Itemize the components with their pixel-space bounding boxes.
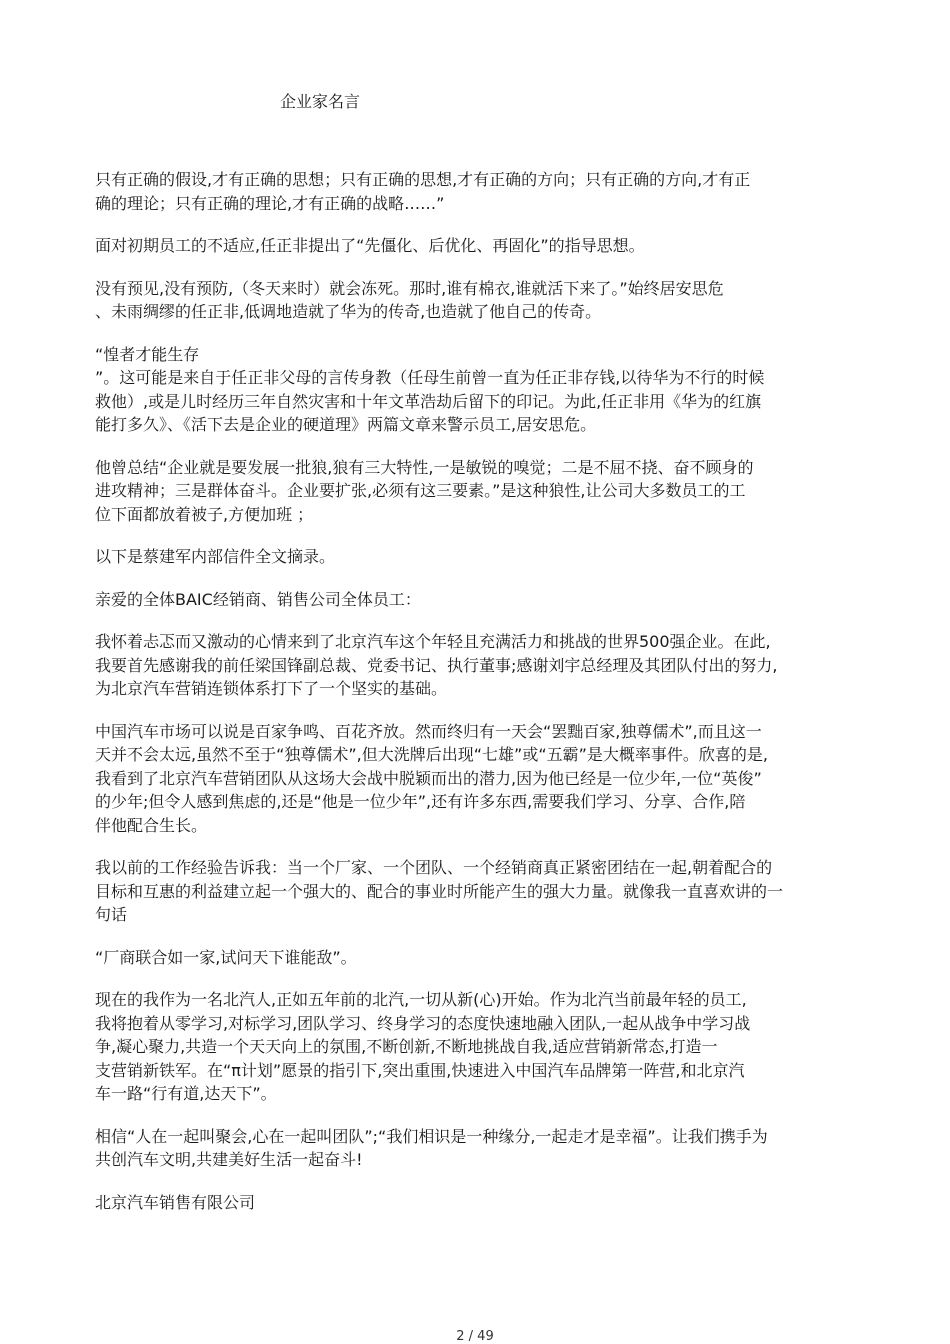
paragraph-line: 句话	[95, 905, 128, 924]
paragraph-line: 没有预见,没有预防,（冬天来时）就会冻死。那时,谁有棉衣,谁就活下来了。”始终居安思危	[95, 278, 724, 298]
paragraph-line: 天并不会太远,虽然不至于“独尊儒术”,但大洗牌后出现“七雄”或“五霸”是大概率事件。欣喜的是,	[95, 745, 768, 764]
paragraph	[95, 946, 865, 970]
paragraph-line: 进攻精神；三是群体奋斗。企业要扩张,必须有这三要素。”是这种狼性,让公司大多数员工的工	[95, 481, 746, 500]
paragraph-line: 以下是蔡建军内部信件全文摘录。	[95, 547, 336, 566]
paragraph-line: 我怀着忐忑而又激动的心情来到了北京汽车这个年轻且充满活力和挑战的世界500强企业。在此,	[95, 632, 771, 651]
paragraph	[95, 234, 865, 258]
paragraph-line: 伴他配合生长。	[95, 815, 208, 835]
page-number: 2 / 49	[456, 1329, 494, 1344]
document-body	[95, 168, 865, 1233]
document-title: 企业家名言	[280, 92, 361, 111]
paragraph	[95, 988, 865, 1106]
paragraph	[95, 343, 865, 437]
paragraph-line: 中国汽车市场可以说是百家争鸣、百花齐放。然而终归有一天会“罢黜百家,独尊儒术”,而且这一	[95, 721, 762, 741]
paragraph-line: “惶者才能生存	[95, 344, 200, 364]
paragraph	[95, 1125, 865, 1172]
paragraph	[95, 545, 865, 569]
paragraph	[95, 168, 865, 215]
paragraph-line: 只有正确的假设,才有正确的思想；只有正确的思想,才有正确的方向；只有正确的方向,才有正	[95, 170, 751, 189]
paragraph-line: 目标和互惠的利益建立起一个强大的、配合的事业时所能产生的强大力量。就像我一直喜欢讲的一	[95, 881, 784, 901]
paragraph-line: 争,凝心聚力,共造一个天天向上的氛围,不断创新,不断地挑战自我,适应营销新常态,打造一	[95, 1037, 718, 1056]
paragraph-line: 我要首先感谢我的前任梁国锋副总裁、党委书记、执行董事;感谢刘宇总经理及其团队付出的努力,	[95, 655, 778, 675]
paragraph-line: 北京汽车销售有限公司	[95, 1192, 256, 1212]
paragraph-line: 车一路“行有道,达天下”。	[95, 1084, 277, 1103]
paragraph-line: 他曾总结“企业就是要发展一批狼,狼有三大特性,一是敏锐的嗅觉；二是不屈不挠、奋不顾身的	[95, 457, 754, 477]
paragraph-line: 、未雨绸缪的任正非,低调地造就了华为的传奇,也造就了他自己的传奇。	[95, 302, 602, 321]
paragraph-line: ”。这可能是来自于任正非父母的言传身教（任母生前曾一直为任正非存钱,以待华为不行的时候	[95, 368, 765, 387]
paragraph	[95, 277, 865, 324]
paragraph-line: 相信“人在一起叫聚会,心在一起叫团队”;“我们相识是一种缘分,一起走才是幸福”。让我们携手为	[95, 1126, 768, 1146]
paragraph-line: “厂商联合如一家,试问天下谁能敌”。	[95, 947, 357, 967]
paragraph-line: 确的理论；只有正确的理论,才有正确的战略……”	[95, 193, 445, 213]
paragraph-line: 我将抱着从零学习,对标学习,团队学习、终身学习的态度快速地融入团队,一起从战争中学习战	[95, 1013, 751, 1033]
paragraph	[95, 856, 865, 927]
paragraph-line: 救他）,或是儿时经历三年自然灾害和十年文革浩劫后留下的印记。为此,任正非用《华为的红旗	[95, 391, 762, 411]
paragraph-line: 我看到了北京汽车营销团队从这场大会战中脱颖而出的潜力,因为他已经是一位少年,一位“英俊”	[95, 768, 762, 788]
paragraph-line: 支营销新铁军。在“π计划”愿景的指引下,突出重围,快速进入中国汽车品牌第一阵营,和北京汽	[95, 1060, 745, 1080]
paragraph-line: 亲爱的全体BAIC经销商、销售公司全体员工：	[95, 589, 421, 609]
paragraph-line: 位下面都放着被子,方便加班 ；	[95, 504, 314, 524]
paragraph-line: 的少年;但令人感到焦虑的,还是“他是一位少年”,还有许多东西,需要我们学习、分享、合作,陪	[95, 792, 746, 811]
paragraph-line: 现在的我作为一名北汽人,正如五年前的北汽,一切从新(心)开始。作为北汽当前最年轻的员工,	[95, 990, 747, 1009]
paragraph	[95, 720, 865, 838]
paragraph-line: 能打多久》、《活下去是企业的硬道理》两篇文章来警示员工,居安思危。	[95, 415, 597, 434]
paragraph	[95, 456, 865, 527]
paragraph-line: 我以前的工作经验告诉我：当一个厂家、一个团队、一个经销商真正紧密团结在一起,朝着配合的	[95, 858, 773, 877]
paragraph-line: 为北京汽车营销连锁体系打下了一个坚实的基础。	[95, 679, 448, 698]
paragraph-line: 面对初期员工的不适应,任正非提出了“先僵化、后优化、再固化”的指导思想。	[95, 236, 645, 255]
paragraph	[95, 630, 865, 701]
paragraph-line: 共创汽车文明,共建美好生活一起奋斗!	[95, 1150, 363, 1169]
paragraph	[95, 1191, 865, 1215]
paragraph	[95, 588, 865, 612]
